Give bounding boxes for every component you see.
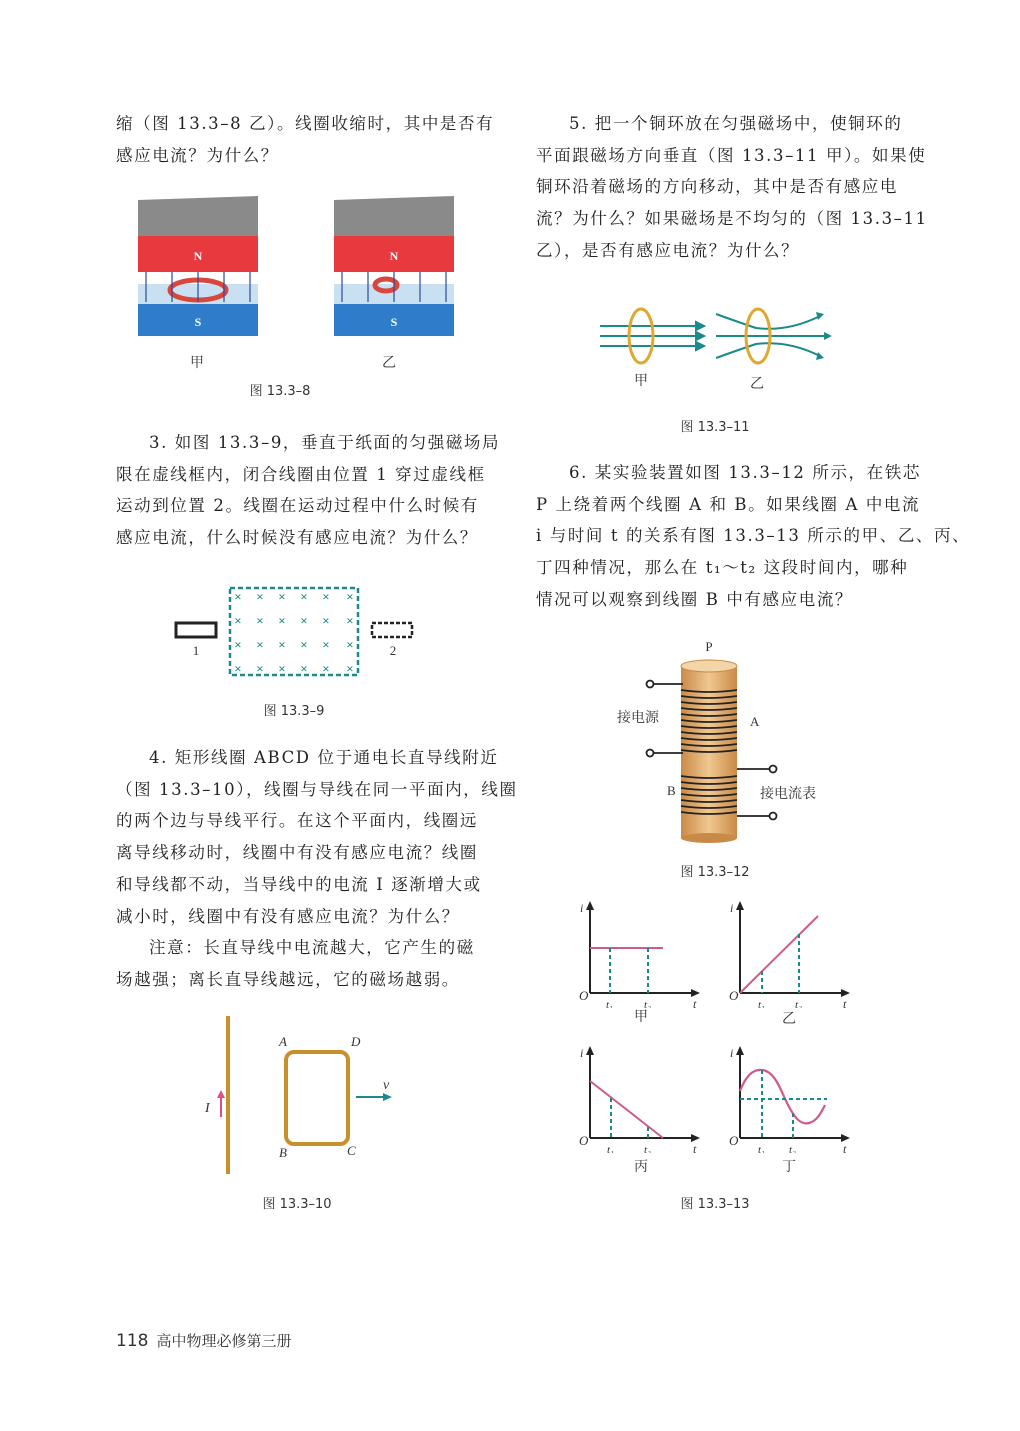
text-line: 5. 把一个铜环放在匀强磁场中，使铜环的 (569, 114, 903, 133)
text-line: 铜环沿着磁场的方向移动，其中是否有感应电 (536, 177, 898, 197)
magnet-pair-yi (334, 196, 454, 336)
svg-text:N: N (193, 249, 203, 263)
svg-text:×: × (256, 637, 264, 652)
svg-text:i: i (730, 1046, 734, 1060)
svg-text:×: × (346, 589, 354, 604)
text-line: 流？为什么？如果磁场是不均匀的（图 13.3–11 (536, 209, 928, 229)
current-curve (740, 916, 818, 993)
svg-text:×: × (322, 637, 330, 652)
svg-text:B: B (279, 1145, 287, 1160)
sub-label-yi: 乙 (750, 376, 764, 392)
question-6 (536, 457, 971, 616)
svg-text:t₁: t₁ (607, 1144, 614, 1153)
text-line: 平面跟磁场方向垂直（图 13.3–11 甲）。如果使 (536, 145, 927, 165)
field-region (230, 588, 358, 675)
svg-text:×: × (322, 589, 330, 604)
figure-caption: 图 13.3–11 (680, 420, 750, 435)
text-line: 运动到位置 2。线圈在运动过程中什么时候有 (116, 496, 479, 516)
svg-text:S: S (194, 315, 202, 329)
svg-text:t: t (693, 1142, 697, 1153)
svg-text:×: × (234, 637, 242, 652)
svg-text:×: × (278, 613, 286, 628)
svg-text:t₂: t₂ (789, 1144, 796, 1153)
coil-position-2 (372, 623, 412, 637)
text-line: 感应电流，什么时候没有感应电流？为什么？ (116, 528, 478, 548)
svg-text:t: t (843, 997, 847, 1008)
svg-text:P: P (705, 639, 713, 654)
svg-text:t₁: t₁ (758, 999, 765, 1008)
svg-text:t: t (843, 1142, 847, 1153)
svg-text:S: S (390, 315, 398, 329)
svg-text:A: A (750, 714, 760, 729)
svg-text:v: v (383, 1078, 390, 1093)
svg-text:O: O (579, 1133, 589, 1148)
figure-13-3-8 (130, 192, 470, 342)
svg-text:接电源: 接电源 (617, 711, 659, 726)
page-footer (116, 1330, 291, 1351)
svg-text:接电流表: 接电流表 (760, 787, 816, 802)
svg-text:O: O (729, 988, 739, 1003)
svg-text:O: O (729, 1133, 739, 1148)
text-line: 和导线都不动，当导线中的电流 I 逐渐增大或 (116, 874, 482, 894)
svg-text:×: × (322, 613, 330, 628)
field-crosses (234, 589, 353, 676)
svg-text:2: 2 (389, 643, 397, 658)
note-line: 场越强；离长直导线越远，它的磁场越弱。 (116, 969, 460, 989)
coil-position-1 (176, 623, 216, 637)
question-5 (536, 108, 928, 267)
svg-text:t₁: t₁ (758, 1144, 765, 1153)
graph-ding (725, 1043, 860, 1153)
figure-caption: 图 13.3–9 (263, 704, 325, 719)
question-2-continuation (116, 108, 495, 171)
svg-text:B: B (667, 783, 676, 798)
question-3 (116, 427, 501, 554)
figure-caption: 图 13.3–8 (249, 384, 311, 399)
sub-label-jia: 甲 (634, 373, 648, 389)
sub-label-jia: 甲 (190, 355, 204, 371)
current-curve (590, 1081, 663, 1138)
figure-caption: 图 13.3–10 (262, 1197, 332, 1212)
svg-text:t₂: t₂ (644, 999, 651, 1008)
svg-text:i: i (730, 901, 734, 915)
text-line: 缩（图 13.3–8 乙）。线圈收缩时，其中是否有 (116, 114, 495, 133)
text-line: 乙），是否有感应电流？为什么？ (536, 240, 800, 260)
svg-text:×: × (300, 661, 308, 676)
note-line: 注意：长直导线中电流越大，它产生的磁 (149, 938, 475, 958)
sub-label-bing: 丙 (634, 1159, 648, 1175)
svg-text:×: × (278, 637, 286, 652)
sub-label-ding: 丁 (782, 1159, 796, 1175)
svg-text:×: × (346, 661, 354, 676)
svg-text:×: × (300, 637, 308, 652)
graph-bing (575, 1043, 705, 1153)
svg-text:A: A (279, 1034, 287, 1049)
magnet-pair-jia (138, 196, 258, 336)
text-line: （图 13.3–10），线圈与导线在同一平面内，线圈 (116, 779, 518, 799)
current-curve (740, 1070, 825, 1124)
text-line: 6. 某实验装置如图 13.3–12 所示，在铁芯 (569, 463, 921, 482)
text-line: 感应电流？为什么？ (116, 145, 279, 165)
text-line: 减小时，线圈中有没有感应电流？为什么？ (116, 906, 460, 926)
figure-caption: 图 13.3–13 (680, 1197, 750, 1212)
sub-label-yi: 乙 (782, 1011, 796, 1027)
sub-label-yi: 乙 (382, 355, 396, 371)
graph-jia (575, 898, 705, 1008)
svg-text:1: 1 (192, 643, 200, 658)
sub-label-jia: 甲 (634, 1009, 648, 1025)
svg-text:O: O (579, 988, 589, 1003)
figure-13-3-10 (195, 1012, 405, 1177)
svg-text:×: × (346, 613, 354, 628)
svg-text:×: × (346, 637, 354, 652)
text-line: 限在虚线框内，闭合线圈由位置 1 穿过虚线框 (116, 464, 486, 484)
svg-text:×: × (256, 661, 264, 676)
svg-text:i: i (580, 901, 584, 915)
svg-text:×: × (256, 613, 264, 628)
text-line: i 与时间 t 的关系有图 13.3–13 所示的甲、乙、丙、 (536, 526, 971, 546)
text-line: 丁四种情况，那么在 t₁～t₂ 这段时间内，哪种 (536, 558, 909, 578)
text-line: 4. 矩形线圈 ABCD 位于通电长直导线附近 (149, 748, 499, 767)
svg-text:I: I (205, 1101, 210, 1116)
text-line: P 上绕着两个线圈 A 和 B。如果线圈 A 中电流 (536, 494, 921, 514)
svg-text:×: × (278, 661, 286, 676)
svg-text:×: × (234, 589, 242, 604)
figure-13-3-11 (598, 302, 838, 372)
svg-text:N: N (389, 249, 399, 263)
svg-text:t₂: t₂ (795, 999, 802, 1008)
magnet-diagram (130, 192, 470, 342)
svg-text:×: × (256, 589, 264, 604)
question-4 (116, 742, 518, 996)
book-title: 高中物理必修第三册 (156, 1332, 292, 1350)
graph-yi (725, 898, 860, 1008)
text-line: 离导线移动时，线圈中有没有感应电流？线圈 (116, 843, 478, 863)
text-line: 3. 如图 13.3–9，垂直于纸面的匀强磁场局 (149, 433, 501, 452)
page-number: 118 (116, 1331, 149, 1351)
svg-text:×: × (300, 589, 308, 604)
svg-text:×: × (278, 589, 286, 604)
svg-text:i: i (580, 1046, 584, 1060)
svg-text:×: × (300, 613, 308, 628)
figure-13-3-12 (605, 638, 835, 843)
svg-text:D: D (351, 1034, 361, 1049)
svg-text:×: × (234, 661, 242, 676)
svg-text:t₂: t₂ (644, 1144, 651, 1153)
svg-text:×: × (322, 661, 330, 676)
text-line: 的两个边与导线平行。在这个平面内，线圈远 (116, 811, 478, 831)
figure-13-3-9 (170, 585, 420, 680)
rectangular-coil (286, 1052, 348, 1144)
svg-text:t: t (693, 997, 697, 1008)
text-line: 情况可以观察到线圈 B 中有感应电流？ (536, 589, 854, 609)
svg-text:C: C (347, 1143, 356, 1158)
figure-caption: 图 13.3–12 (680, 865, 750, 880)
svg-text:×: × (234, 613, 242, 628)
svg-text:t₁: t₁ (606, 999, 613, 1008)
